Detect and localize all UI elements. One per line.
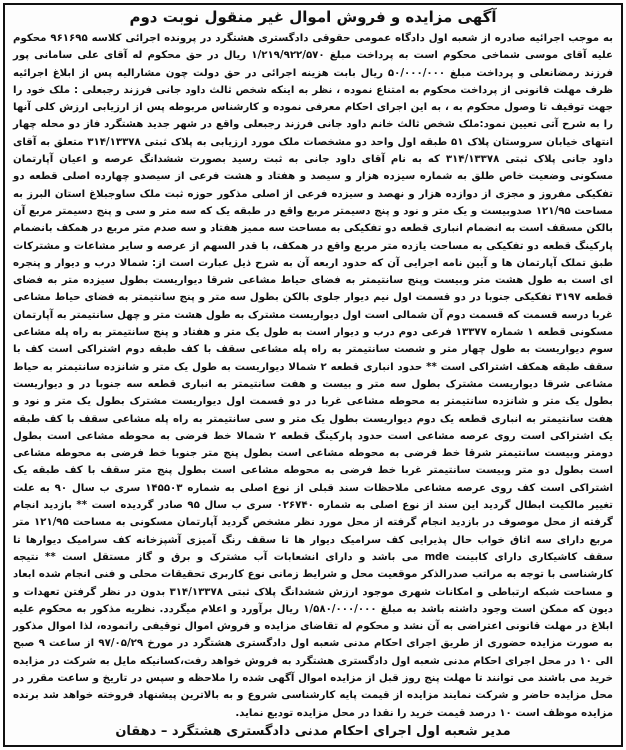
notice-title: آگهی مزایده و فروش اموال غیر منقول نوبت دوم — [129, 8, 497, 26]
auction-notice — [3, 3, 623, 747]
notice-body: به موجب اجرائیه صادره از شعبه اول دادگاه عمومی حقوقی دادگستری هشتگرد در پرونده اجرائی کلاسه ۹۶۱۶۹۵ محکوم علیه آقای موسی شماخی محکوم است به پرداخت مبلغ ۱/۲۱۹/۹۲۲/۵۷۰ ریال در حق محکوم له آقای علی سامانی پور فرزند رمضانعلی و پرداخت مبلغ ۵۰/۰۰۰/۰۰۰ ریال بابت هزینه اجرائی در حق دولت چون مشارالیه پس از ابلاغ اجرائیه ظرف مهلت قانونی از پرداخت محکوم به امتناع نموده ، نظر به اینکه شخص ثالث داود جانی فرزند رجبعلی : ملک خود را جهت توقیف تا وصول محکوم به ، به این اجرای احکام معرفی نموده و کارشناس مربوطه پس از ارزیابی ارزش کلی آنها را به شرح آتی تعیین نمود:ملک شخص ثالث خانم داود جانی فرزند رجبعلی واقع در شهر جدید هشتگرد فاز دو محله چهار انتهای خیابان سروستان پلاک ۵۱ طبقه اول واحد دو مشخصات ملک مورد ارزیابی به پلاک ثبتی ۳۱۴/۱۳۳۷۸ متعلق به آقای داود جانی پلاک ثبتی ۳۱۴/۱۳۳۷۸ که به نام آقای داود جانی به ثبت رسید بصورت ششدانگ عرصه و اعیان آپارتمان مسکونی وضعیت خاص طلق به شماره سیزده هزار و سیصد و هفتاد و هشت فرعی از سیصدو چهارده اصلی قطعه دو تفکیکی مفروز و مجزی از دوازده هزار و نهصد و سیزده فرعی از اصلی مذکور حوزه ثبت ملک ساوجبلاغ استان البرز به مساحت ۱۲۱/۹۵ صدوبیست و یک متر و نود و پنج دسیمتر مربع واقع در طبقه یک که سه متر و سی و پنج دسیمتر مربع آن بالکن مسقف است به انضمام انباری قطعه دو تفکیکی به مساحت سه ممیز هفتاد و سه صدم متر مربع در همکف بانضمام پارکینگ قطعه دو تفکیکی به مساحت یازده متر مربع واقع در همکف، با قدر السهم از عرصه و سایر مشاعات و مشترکات طبق تملک آپارتمان ها و آیین نامه اجرایی آن که حدود اربعه آن به شرح ذیل عبارت است از: شمالا درب و دیوار و پنجره ای است به طول هشت متر وبیست وپنج سانتیمتر به فضای حیاط مشاعی شرقا دیواریست بطول سیزده متر به فضای قطعه ۳۱۹۷ تفکیکی جنوبا در دو قسمت اول نیم دیوار جلوی بالکن بطول سه متر و پنج سانتیمتر به فضای حیاط مشاعی غربا درسه قسمت که قسمت دوم آن شمالی است اول دیواریست مشترک به طول هشت متر و چهل سانتیمتر به آپارتمان مسکونی قطعه ۱ شماره ۱۳۳۷۷ فرعی دوم درب و دیوار است به طول یک متر و هفتاد و پنج سانتیمتر به راه پله مشاعی سوم دیواریست به طول چهار متر و شصت سانتیمتر به راه پله مشاعی سقف با کف طبقه دوم اشتراکی است کف با سقف طبقه همکف اشتراکی است ** حدود انباری قطعه ۲ شمالا دیواریست به طول یک متر و شانزده سانتیمتر به حیاط مشاعی شرقا دیواریست مشترک بطول سه متر و بیست و هفت سانتیمتر به انباری قطعه سه جنوبا در و دیواریست بطول یک متر و شانزده سانتیمتر به محوطه مشاعی غربا در دو قسمت اول دیواریست مشترک بطول یک متر و نود و هفت سانتیمتر به انباری قطعه یک دوم دیواریست بطول یک متر و سی سانتیمتر به راه پله مشاعی سقف با کف طبقه یک اشتراکی است روی عرصه مشاعی است حدود پارکینگ قطعه ۲ شمالا خط فرضی به محوطه مشاعی است بطول دومتر وبیست سانتیمتر شرقا خط فرضی به محوطه مشاعی است بطول پنج متر جنوبا خط فرضی به محوطه مشاعی است بطول دو متر وبیست سانتیمتر غربا خط فرضی به محوطه مشاعی است بطول پنج متر سقف با کف طبقه یک اشتراکی است کف روی عرصه مشاعی ملاحظات سند قبلی از نوع اصلی به شماره ۱۴۵۵۰۳ سری ب سال ۹۰ به علت تغییر مالکیت ابطال گردید این سند از نوع اصلی به شماره ۰۲۶۷۴۰ سری ب سال ۹۵ صادر گردیده است ** بازدید انجام گرفته از محل موصوف در بازدید انجام گرفته از محل مورد نظر مشخص گردید آپارتمان مسکونی به مساحت ۱۲۱/۹۵ متر مربع دارای سه اتاق خواب حال پذیرایی کف سرامیک دیوار ها تا سقف رنگ آمیزی آشپزخانه کف سرامیک دیوارها تا سقف کاشیکاری دارای کابینت mde می باشد و دارای انشعابات آب مشترک و برق و گاز مستقل است ** نتیجه کارشناسی با توجه به مراتب صدرالذکر موقعیت محل و شرایط زمانی نوع کاربری تحقیقات محلی و فنی انجام شده ابعاد و مساحت شبکه ارتباطی و امکانات شهری موجود ارزش ششدانگ پلاک ثبتی ۳۱۴/۱۳۳۷۸ بدون در نظر گرفتن تعهدات و دیون که ممکن است وجود داشته باشد به مبلغ ۱/۵۸۰/۰۰۰/۰۰۰ ریال برآورد و اعلام میگردد. نظریه مذکور به محکوم علیه ابلاغ در مهلت قانونی اعتراضی به آن نشد و محکوم له تقاضای مزایده و فروش اموال توقیفی رانموده، لذا اموال مذکور به صورت مزایده حضوری از طریق اجرای احکام مدنی شعبه اول دادگستری هشتگرد در مورخ ۹۷/۰۵/۲۹ از ساعت ۹ صبح الی ۱۰ در محل اجرای احکام مدنی شعبه اول دادگستری هشتگرد به فروش خواهد رفت،کسانیکه مایل به شرکت در مزایده خرید می باشند می توانند تا مهلت پنج روز قبل از مزایده اموال آگهی شده را ملاحظه و سپس در تاریخ و ساعت مقرر در محل مزایده حاضر و شرکت نمایند مزایده از قیمت پایه کارشناسی شروع و به بالاترین پیشنهاد فروخته خواهد شد برنده مزایده موظف است ۱۰ درصد قیمت خرید را نقدا در محل مزایده تودیع نماید. — [13, 33, 614, 719]
notice-signature: مدیر شعبه اول اجرای احکام مدنی دادگستری هشتگرد – دهقان — [115, 724, 511, 739]
